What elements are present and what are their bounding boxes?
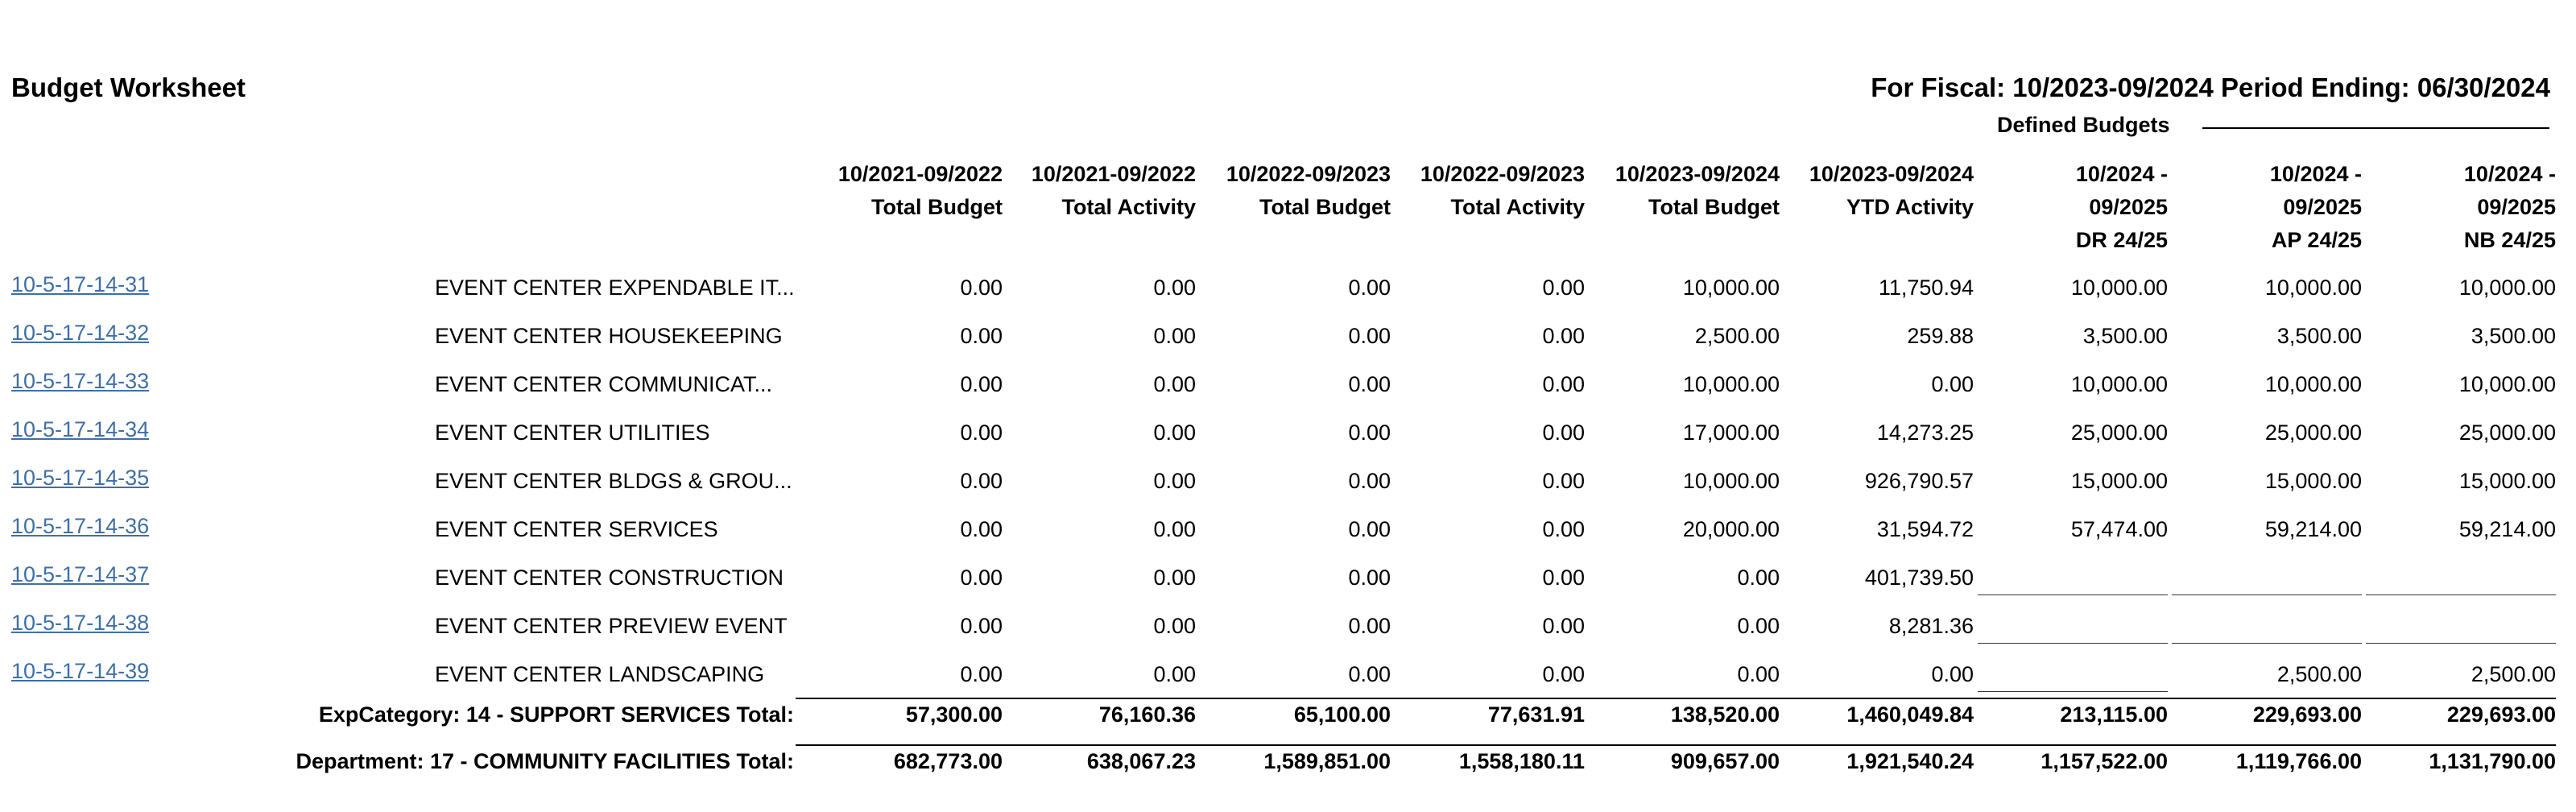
cell-value: 0.00 xyxy=(960,420,1003,445)
column-header-line: Total Activity xyxy=(1450,195,1585,219)
cell-value: 0.00 xyxy=(1542,517,1585,541)
cell-value: 10,000.00 xyxy=(1682,469,1780,493)
cell-value: 0.00 xyxy=(960,324,1003,348)
account-link[interactable]: 10-5-17-14-32 xyxy=(11,321,150,345)
total-value: 1,157,522.00 xyxy=(2041,749,2168,773)
cell-value: 15,000.00 xyxy=(2070,469,2168,493)
column-header xyxy=(812,158,1003,224)
empty-cell-line xyxy=(2366,643,2556,644)
empty-cell-line xyxy=(1978,643,2168,644)
column-header-line: DR 24/25 xyxy=(2075,228,2168,252)
cell-value: 25,000.00 xyxy=(2458,420,2556,445)
column-header-line: 10/2024 - xyxy=(2269,162,2362,186)
cell-value: 0.00 xyxy=(1348,276,1391,300)
total-value: 1,131,790.00 xyxy=(2429,749,2556,773)
column-header-line: 10/2024 - xyxy=(2075,162,2168,186)
column-header-line: YTD Activity xyxy=(1846,195,1974,219)
cell-value: 0.00 xyxy=(1153,372,1196,396)
column-header-line: AP 24/25 xyxy=(2271,228,2362,252)
total-value: 65,100.00 xyxy=(1293,702,1391,727)
column-header-line: Total Budget xyxy=(1648,195,1780,219)
cell-value: 0.00 xyxy=(1542,469,1585,493)
account-description: EVENT CENTER PREVIEW EVENT xyxy=(435,614,788,638)
account-description: EVENT CENTER CONSTRUCTION xyxy=(435,566,784,590)
cell-value: 0.00 xyxy=(960,662,1003,686)
cell-value: 2,500.00 xyxy=(1694,324,1780,348)
cell-value: 17,000.00 xyxy=(1682,420,1780,445)
cell-value: 15,000.00 xyxy=(2264,469,2362,493)
total-value: 213,115.00 xyxy=(2060,702,2168,727)
cell-value: 57,474.00 xyxy=(2070,517,2168,541)
cell-value: 10,000.00 xyxy=(2070,372,2168,396)
cell-value: 8,281.36 xyxy=(1888,614,1974,638)
total-value: 1,921,540.24 xyxy=(1846,749,1974,773)
total-value: 76,160.36 xyxy=(1098,702,1196,727)
cell-value: 10,000.00 xyxy=(1682,372,1780,396)
cell-value: 0.00 xyxy=(960,469,1003,493)
total-value: 77,631.91 xyxy=(1487,702,1585,727)
account-description: EVENT CENTER SERVICES xyxy=(435,517,718,541)
total-value: 57,300.00 xyxy=(905,702,1003,727)
cell-value: 0.00 xyxy=(1348,420,1391,445)
total-label: ExpCategory: 14 - SUPPORT SERVICES Total: xyxy=(318,702,794,727)
cell-value: 0.00 xyxy=(1153,614,1196,638)
account-description: EVENT CENTER LANDSCAPING xyxy=(435,662,765,686)
cell-value: 14,273.25 xyxy=(1876,420,1974,445)
column-header-line: 10/2023-09/2024 xyxy=(1809,162,1974,186)
cell-value: 2,500.00 xyxy=(2276,662,2362,686)
cell-value: 0.00 xyxy=(1153,276,1196,300)
cell-value: 0.00 xyxy=(1153,420,1196,445)
column-header-line: 10/2021-09/2022 xyxy=(837,162,1003,186)
total-value: 1,460,049.84 xyxy=(1846,702,1974,727)
empty-cell-line xyxy=(2172,594,2362,595)
account-link[interactable]: 10-5-17-14-36 xyxy=(11,514,150,538)
cell-value: 10,000.00 xyxy=(2458,372,2556,396)
column-header xyxy=(1395,158,1585,224)
column-header-line: 10/2022-09/2023 xyxy=(1420,162,1585,186)
cell-value: 0.00 xyxy=(1153,566,1196,590)
account-description: EVENT CENTER HOUSEKEEPING xyxy=(435,324,783,348)
column-header-line: NB 24/25 xyxy=(2463,228,2556,252)
cell-value: 0.00 xyxy=(1931,662,1974,686)
cell-value: 0.00 xyxy=(1348,324,1391,348)
cell-value: 59,214.00 xyxy=(2458,517,2556,541)
empty-cell-line xyxy=(1978,594,2168,595)
column-header-line: Total Activity xyxy=(1061,195,1196,219)
cell-value: 0.00 xyxy=(1542,276,1585,300)
account-link[interactable]: 10-5-17-14-39 xyxy=(11,659,150,683)
empty-cell-line xyxy=(1978,691,2168,692)
cell-value: 25,000.00 xyxy=(2070,420,2168,445)
cell-value: 0.00 xyxy=(1542,372,1585,396)
total-value: 682,773.00 xyxy=(893,749,1003,773)
account-description: EVENT CENTER EXPENDABLE IT... xyxy=(435,276,795,300)
account-link[interactable]: 10-5-17-14-33 xyxy=(11,369,150,393)
cell-value: 0.00 xyxy=(1737,566,1780,590)
total-value: 1,589,851.00 xyxy=(1263,749,1391,773)
empty-cell-line xyxy=(2366,594,2556,595)
cell-value: 0.00 xyxy=(1542,566,1585,590)
cell-value: 0.00 xyxy=(1348,614,1391,638)
cell-value: 0.00 xyxy=(1542,420,1585,445)
cell-value: 10,000.00 xyxy=(1682,276,1780,300)
cell-value: 0.00 xyxy=(1153,469,1196,493)
total-rule xyxy=(796,698,2556,699)
defined-budgets-label: Defined Budgets xyxy=(1997,113,2170,137)
cell-value: 0.00 xyxy=(960,614,1003,638)
account-link[interactable]: 10-5-17-14-35 xyxy=(11,466,150,490)
column-header-line: Total Budget xyxy=(871,195,1003,219)
cell-value: 2,500.00 xyxy=(2471,662,2556,686)
column-header-line: 09/2025 xyxy=(2477,195,2556,219)
total-value: 229,693.00 xyxy=(2446,702,2556,727)
column-header xyxy=(1978,158,2168,257)
column-header xyxy=(2172,158,2362,257)
column-header-line: 10/2024 - xyxy=(2463,162,2556,186)
cell-value: 0.00 xyxy=(1348,566,1391,590)
cell-value: 10,000.00 xyxy=(2264,276,2362,300)
column-header-line: 09/2025 xyxy=(2283,195,2362,219)
cell-value: 0.00 xyxy=(1737,662,1780,686)
total-value: 909,657.00 xyxy=(1670,749,1780,773)
column-header xyxy=(1006,158,1196,224)
column-header-line: 10/2021-09/2022 xyxy=(1031,162,1196,186)
account-link[interactable]: 10-5-17-14-38 xyxy=(11,611,150,635)
cell-value: 25,000.00 xyxy=(2264,420,2362,445)
column-header xyxy=(1784,158,1974,224)
cell-value: 20,000.00 xyxy=(1682,517,1780,541)
cell-value: 0.00 xyxy=(1542,614,1585,638)
cell-value: 0.00 xyxy=(1348,662,1391,686)
cell-value: 0.00 xyxy=(960,372,1003,396)
cell-value: 3,500.00 xyxy=(2276,324,2362,348)
column-header xyxy=(2366,158,2556,257)
total-value: 138,520.00 xyxy=(1670,702,1780,727)
column-header xyxy=(1201,158,1391,224)
column-header-line: 09/2025 xyxy=(2089,195,2168,219)
cell-value: 926,790.57 xyxy=(1864,469,1974,493)
cell-value: 15,000.00 xyxy=(2458,469,2556,493)
total-label: Department: 17 - COMMUNITY FACILITIES Total: xyxy=(296,749,794,773)
cell-value: 3,500.00 xyxy=(2082,324,2168,348)
account-link[interactable]: 10-5-17-14-34 xyxy=(11,417,150,441)
cell-value: 0.00 xyxy=(960,566,1003,590)
column-header-line: 10/2023-09/2024 xyxy=(1615,162,1780,186)
cell-value: 0.00 xyxy=(1931,372,1974,396)
total-rule xyxy=(796,744,2556,746)
cell-value: 0.00 xyxy=(1542,662,1585,686)
column-header-line: Total Budget xyxy=(1259,195,1391,219)
cell-value: 0.00 xyxy=(1153,324,1196,348)
account-link[interactable]: 10-5-17-14-31 xyxy=(11,272,150,296)
total-value: 1,119,766.00 xyxy=(2235,749,2362,773)
cell-value: 0.00 xyxy=(1348,372,1391,396)
cell-value: 0.00 xyxy=(1348,517,1391,541)
total-value: 1,558,180.11 xyxy=(1458,749,1585,773)
cell-value: 401,739.50 xyxy=(1864,566,1974,590)
defined-budgets-rule xyxy=(2202,127,2549,129)
cell-value: 3,500.00 xyxy=(2471,324,2556,348)
cell-value: 0.00 xyxy=(1737,614,1780,638)
column-header-line: 10/2022-09/2023 xyxy=(1226,162,1391,186)
cell-value: 10,000.00 xyxy=(2458,276,2556,300)
account-link[interactable]: 10-5-17-14-37 xyxy=(11,562,150,586)
cell-value: 259.88 xyxy=(1907,324,1974,348)
empty-cell-line xyxy=(2172,643,2362,644)
cell-value: 0.00 xyxy=(1153,517,1196,541)
cell-value: 0.00 xyxy=(1153,662,1196,686)
fiscal-period: For Fiscal: 10/2023-09/2024 Period Ending: 06/30/2024 xyxy=(1871,72,2550,102)
cell-value: 31,594.72 xyxy=(1876,517,1974,541)
cell-value: 59,214.00 xyxy=(2264,517,2362,541)
cell-value: 0.00 xyxy=(1542,324,1585,348)
total-value: 638,067.23 xyxy=(1086,749,1196,773)
cell-value: 11,750.94 xyxy=(1878,276,1974,300)
account-description: EVENT CENTER BLDGS & GROU... xyxy=(435,469,792,493)
account-description: EVENT CENTER COMMUNICAT... xyxy=(435,372,773,396)
account-description: EVENT CENTER UTILITIES xyxy=(435,420,710,445)
cell-value: 0.00 xyxy=(960,517,1003,541)
total-value: 229,693.00 xyxy=(2252,702,2362,727)
cell-value: 0.00 xyxy=(960,276,1003,300)
report-title: Budget Worksheet xyxy=(11,72,246,102)
cell-value: 10,000.00 xyxy=(2264,372,2362,396)
column-header xyxy=(1590,158,1780,224)
cell-value: 10,000.00 xyxy=(2070,276,2168,300)
cell-value: 0.00 xyxy=(1348,469,1391,493)
